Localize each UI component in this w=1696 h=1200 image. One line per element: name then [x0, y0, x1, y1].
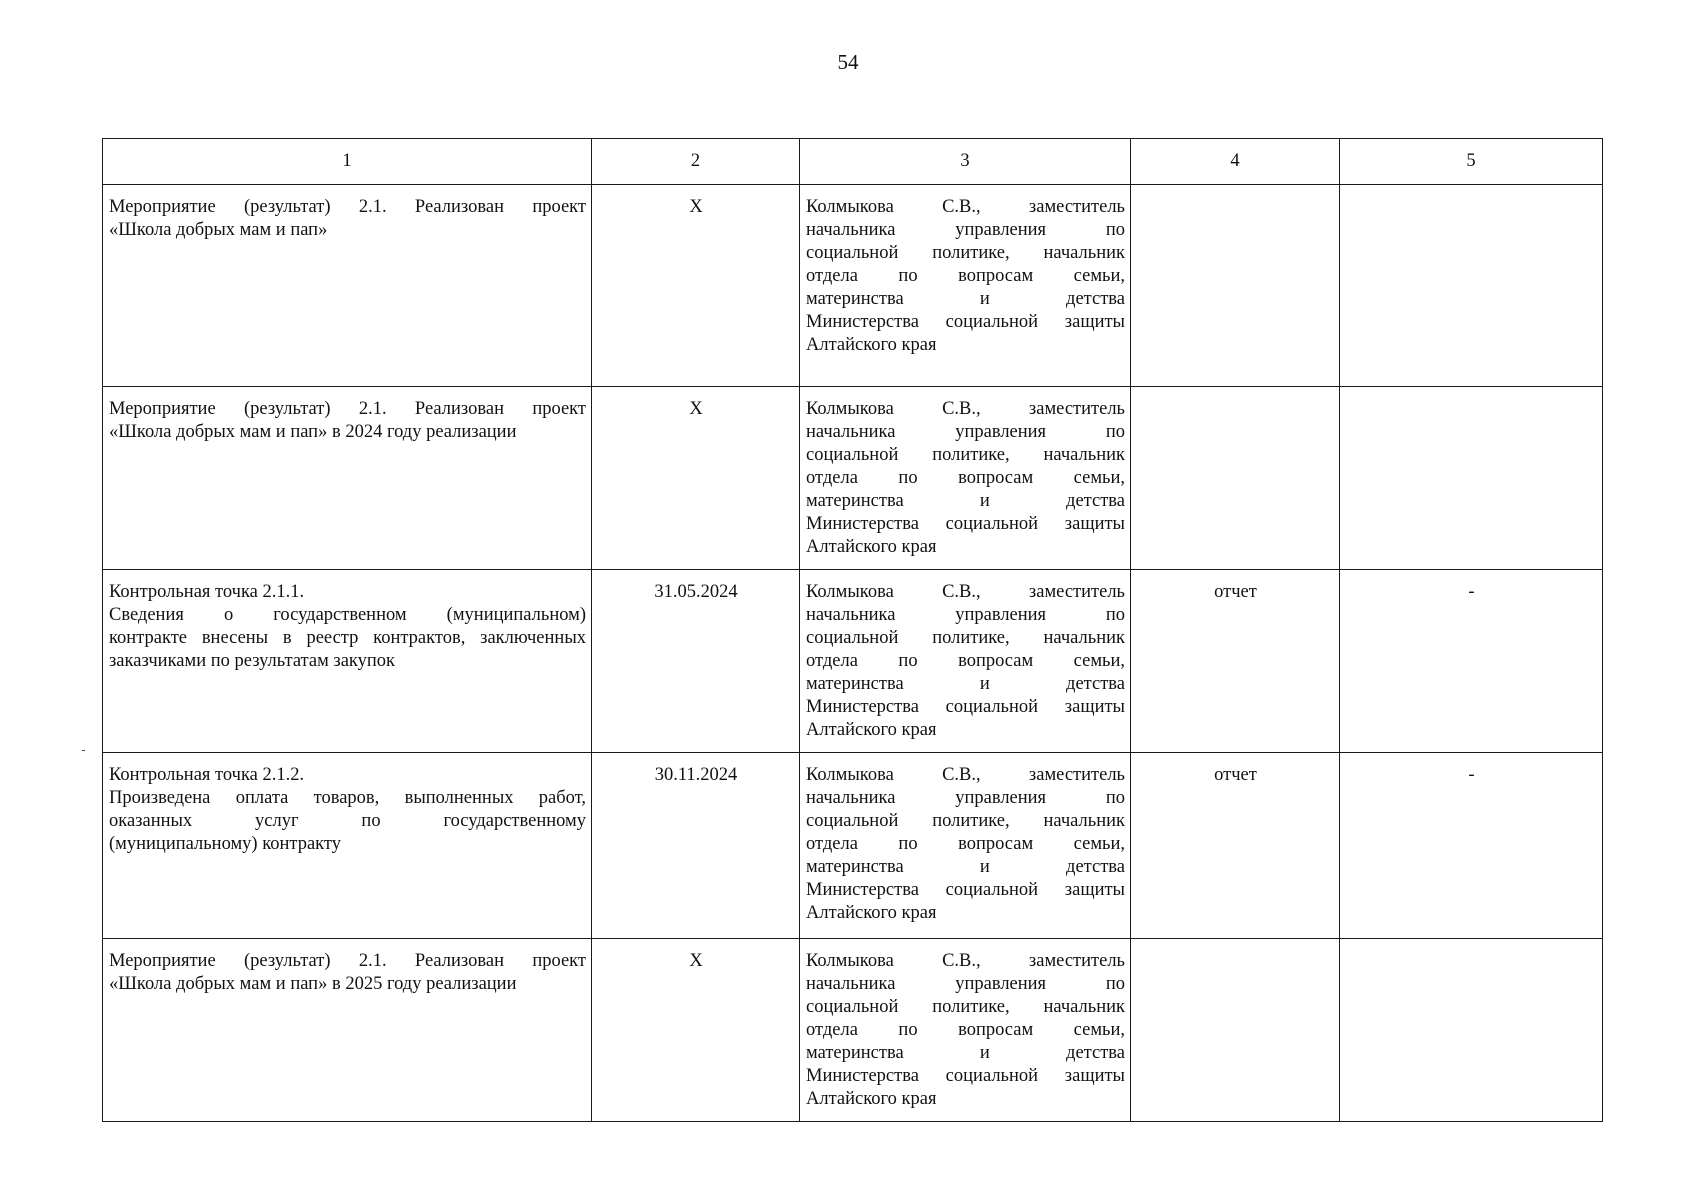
event-text-line: контракте внесены в реестр контрактов, заключенных — [109, 628, 586, 648]
document-table — [102, 138, 1603, 1122]
info-system-value — [1340, 185, 1602, 196]
date-cell — [592, 185, 800, 387]
date-value: 31.05.2024 — [654, 582, 738, 602]
header-cell-2: 2 — [592, 139, 800, 185]
header-cell-5: 5 — [1340, 139, 1603, 185]
date-cell — [592, 387, 800, 570]
document-type-value — [1131, 185, 1339, 196]
responsible-line: начальника управления по — [806, 974, 1125, 994]
info-system-value: - — [1468, 765, 1475, 785]
responsible-line: отдела по вопросам семьи, — [806, 468, 1125, 488]
responsible-line: Колмыкова С.В., заместитель — [806, 197, 1125, 217]
event-text-line: Контрольная точка 2.1.1. — [109, 582, 305, 602]
table-row — [103, 753, 1603, 939]
event-text-line: «Школа добрых мам и пап» в 2024 году реализации — [109, 422, 517, 442]
document-type-value: отчет — [1214, 765, 1257, 785]
responsible-line: отдела по вопросам семьи, — [806, 1020, 1125, 1040]
responsible-line: социальной политике, начальник — [806, 243, 1125, 263]
header-cell-1: 1 — [103, 139, 592, 185]
document-type-value — [1131, 939, 1339, 950]
info-system-cell — [1340, 185, 1603, 387]
table-row — [103, 570, 1603, 753]
responsible-line: Алтайского края — [806, 537, 937, 557]
event-text-line: Сведения о государственном (муниципальном) — [109, 605, 586, 625]
responsible-line: материнства и детства — [806, 1043, 1125, 1063]
responsible-cell — [800, 939, 1131, 1122]
responsible-line: Колмыкова С.В., заместитель — [806, 399, 1125, 419]
event-cell — [103, 939, 592, 1122]
responsible-cell — [800, 185, 1131, 387]
info-system-cell — [1340, 753, 1603, 939]
date-value: X — [689, 399, 703, 419]
date-cell — [592, 753, 800, 939]
event-text-line: Контрольная точка 2.1.2. — [109, 765, 305, 785]
responsible-line: Министерства социальной защиты — [806, 1066, 1125, 1086]
responsible-line: Алтайского края — [806, 335, 937, 355]
event-text-line: заказчиками по результатам закупок — [109, 651, 396, 671]
event-text-line: Мероприятие (результат) 2.1. Реализован проект — [109, 399, 586, 419]
event-cell — [103, 570, 592, 753]
event-text-line: Мероприятие (результат) 2.1. Реализован проект — [109, 951, 586, 971]
table-row — [103, 185, 1603, 387]
responsible-line: социальной политике, начальник — [806, 811, 1125, 831]
page-number: 54 — [837, 50, 859, 74]
responsible-line: начальника управления по — [806, 788, 1125, 808]
responsible-line: Алтайского края — [806, 1089, 937, 1109]
responsible-cell — [800, 570, 1131, 753]
responsible-line: социальной политике, начальник — [806, 445, 1125, 465]
header-cell-3: 3 — [800, 139, 1131, 185]
event-text-line: оказанных услуг по государственному — [109, 811, 586, 831]
document-type-cell — [1131, 387, 1340, 570]
document-type-cell — [1131, 570, 1340, 753]
responsible-line: Колмыкова С.В., заместитель — [806, 951, 1125, 971]
event-text-line: (муниципальному) контракту — [109, 834, 342, 854]
responsible-line: социальной политике, начальник — [806, 997, 1125, 1017]
responsible-line: начальника управления по — [806, 422, 1125, 442]
date-value: 30.11.2024 — [654, 765, 738, 785]
responsible-line: материнства и детства — [806, 491, 1125, 511]
responsible-line: материнства и детства — [806, 674, 1125, 694]
responsible-line: отдела по вопросам семьи, — [806, 651, 1125, 671]
document-type-cell — [1131, 939, 1340, 1122]
document-type-value — [1131, 387, 1339, 398]
info-system-value: - — [1468, 582, 1475, 602]
document-type-cell — [1131, 185, 1340, 387]
scan-mark — [82, 750, 85, 751]
table-row — [103, 387, 1603, 570]
responsible-line: Алтайского края — [806, 720, 937, 740]
responsible-line: Министерства социальной защиты — [806, 312, 1125, 332]
table-row — [103, 939, 1603, 1122]
event-text-line: «Школа добрых мам и пап» — [109, 220, 328, 240]
responsible-line: начальника управления по — [806, 220, 1125, 240]
responsible-line: начальника управления по — [806, 605, 1125, 625]
event-text-line: Мероприятие (результат) 2.1. Реализован проект — [109, 197, 586, 217]
responsible-line: Министерства социальной защиты — [806, 697, 1125, 717]
date-value: X — [689, 197, 703, 217]
document-type-cell — [1131, 753, 1340, 939]
info-system-cell — [1340, 939, 1603, 1122]
table-header-row — [103, 139, 1603, 185]
event-cell — [103, 753, 592, 939]
header-cell-4: 4 — [1131, 139, 1340, 185]
responsible-line: Колмыкова С.В., заместитель — [806, 582, 1125, 602]
responsible-line: социальной политике, начальник — [806, 628, 1125, 648]
responsible-line: отдела по вопросам семьи, — [806, 266, 1125, 286]
event-text-line: Произведена оплата товаров, выполненных работ, — [109, 788, 586, 808]
event-cell — [103, 185, 592, 387]
date-value: X — [689, 951, 703, 971]
document-type-value: отчет — [1214, 582, 1257, 602]
date-cell — [592, 570, 800, 753]
responsible-line: Министерства социальной защиты — [806, 880, 1125, 900]
responsible-cell — [800, 387, 1131, 570]
responsible-line: Министерства социальной защиты — [806, 514, 1125, 534]
info-system-value — [1340, 387, 1602, 398]
info-system-cell — [1340, 570, 1603, 753]
responsible-line: отдела по вопросам семьи, — [806, 834, 1125, 854]
responsible-cell — [800, 753, 1131, 939]
responsible-line: материнства и детства — [806, 857, 1125, 877]
responsible-line: материнства и детства — [806, 289, 1125, 309]
info-system-value — [1340, 939, 1602, 950]
date-cell — [592, 939, 800, 1122]
info-system-cell — [1340, 387, 1603, 570]
event-cell — [103, 387, 592, 570]
event-text-line: «Школа добрых мам и пап» в 2025 году реализации — [109, 974, 517, 994]
responsible-line: Алтайского края — [806, 903, 937, 923]
responsible-line: Колмыкова С.В., заместитель — [806, 765, 1125, 785]
